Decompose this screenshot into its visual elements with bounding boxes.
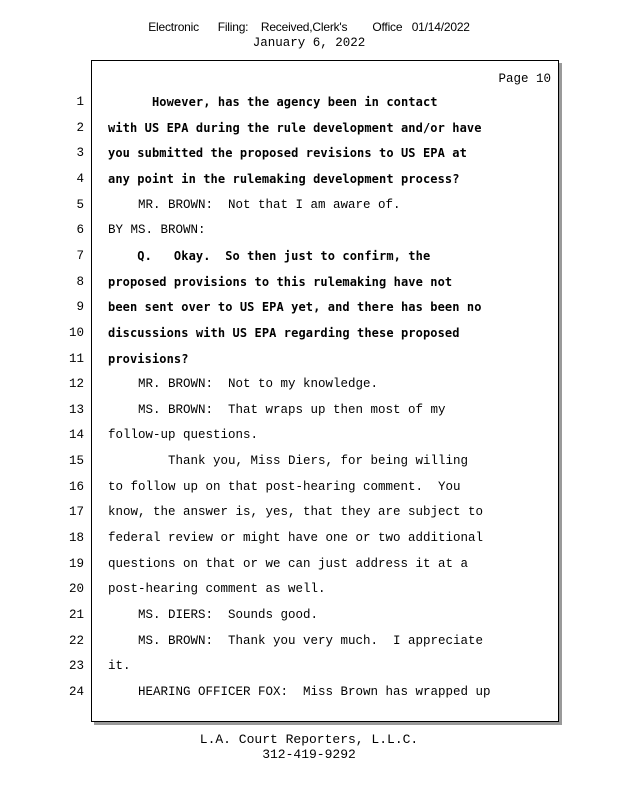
transcript-line: MS. DIERS: Sounds good. [108,608,319,622]
line-number: 20 [68,582,84,596]
transcript-line: post-hearing comment as well. [108,582,326,596]
line-number: 22 [68,634,84,648]
transcript-line: follow-up questions. [108,428,259,442]
line-number: 13 [68,403,84,417]
transcript-line: to follow up on that post-hearing comment. You [108,480,461,494]
line-number: 2 [76,121,84,135]
line-number: 3 [76,146,84,160]
transcript-line: you submitted the proposed revisions to US EPA at [108,146,467,160]
line-number: 1 [76,95,84,109]
line-number: 14 [68,428,84,442]
transcript-line: Thank you, Miss Diers, for being willing [108,454,469,468]
transcript-line: questions on that or we can just address it at a [108,557,469,571]
line-number: 8 [76,275,84,289]
line-number: 10 [68,326,84,340]
filing-stamp: Electronic Filing: Received,Clerk's Office 01/14/2022 [148,20,470,34]
line-number: 23 [68,659,84,673]
transcript-line: MR. BROWN: Not that I am aware of. [108,198,401,212]
line-number: 11 [68,352,84,366]
transcript-date: January 6, 2022 [252,36,366,50]
transcript-line: BY MS. BROWN: [108,223,206,237]
transcript-line: been sent over to US EPA yet, and there has been no [108,300,482,314]
line-number: 7 [76,249,84,263]
transcript-line: However, has the agency been in contact [108,95,438,109]
transcript-line: it. [108,659,131,673]
transcript-line: provisions? [108,352,189,366]
line-number: 16 [68,480,84,494]
transcript-line: Q. Okay. So then just to confirm, the [108,249,431,263]
transcript-line: HEARING OFFICER FOX: Miss Brown has wrapped up [108,685,491,699]
transcript-line: MR. BROWN: Not to my knowledge. [108,377,379,391]
line-number: 24 [68,685,84,699]
footer [0,732,618,762]
line-number: 15 [68,454,84,468]
reporter-company: L.A. Court Reporters, L.L.C. [199,732,419,747]
line-number: 5 [76,198,84,212]
transcript-line: know, the answer is, yes, that they are subject to [108,505,484,519]
line-number: 12 [68,377,84,391]
line-number: 4 [76,172,84,186]
reporter-phone: 312-419-9292 [262,747,356,762]
line-number: 9 [76,300,84,314]
transcript-line: MS. BROWN: Thank you very much. I appreciate [108,634,484,648]
line-number: 6 [76,223,84,237]
line-number: 19 [68,557,84,571]
line-number: 21 [68,608,84,622]
transcript-line: federal review or might have one or two additional [108,531,484,545]
page-number-label: Page 10 [498,72,551,86]
transcript-line: proposed provisions to this rulemaking have not [108,275,453,289]
transcript-line: with US EPA during the rule development and/or have [108,121,482,135]
transcript-line: discussions with US EPA regarding these proposed [108,326,460,340]
line-number: 17 [68,505,84,519]
transcript-line: MS. BROWN: That wraps up then most of my [108,403,446,417]
transcript-line: any point in the rulemaking development process? [108,172,460,186]
line-number: 18 [68,531,84,545]
